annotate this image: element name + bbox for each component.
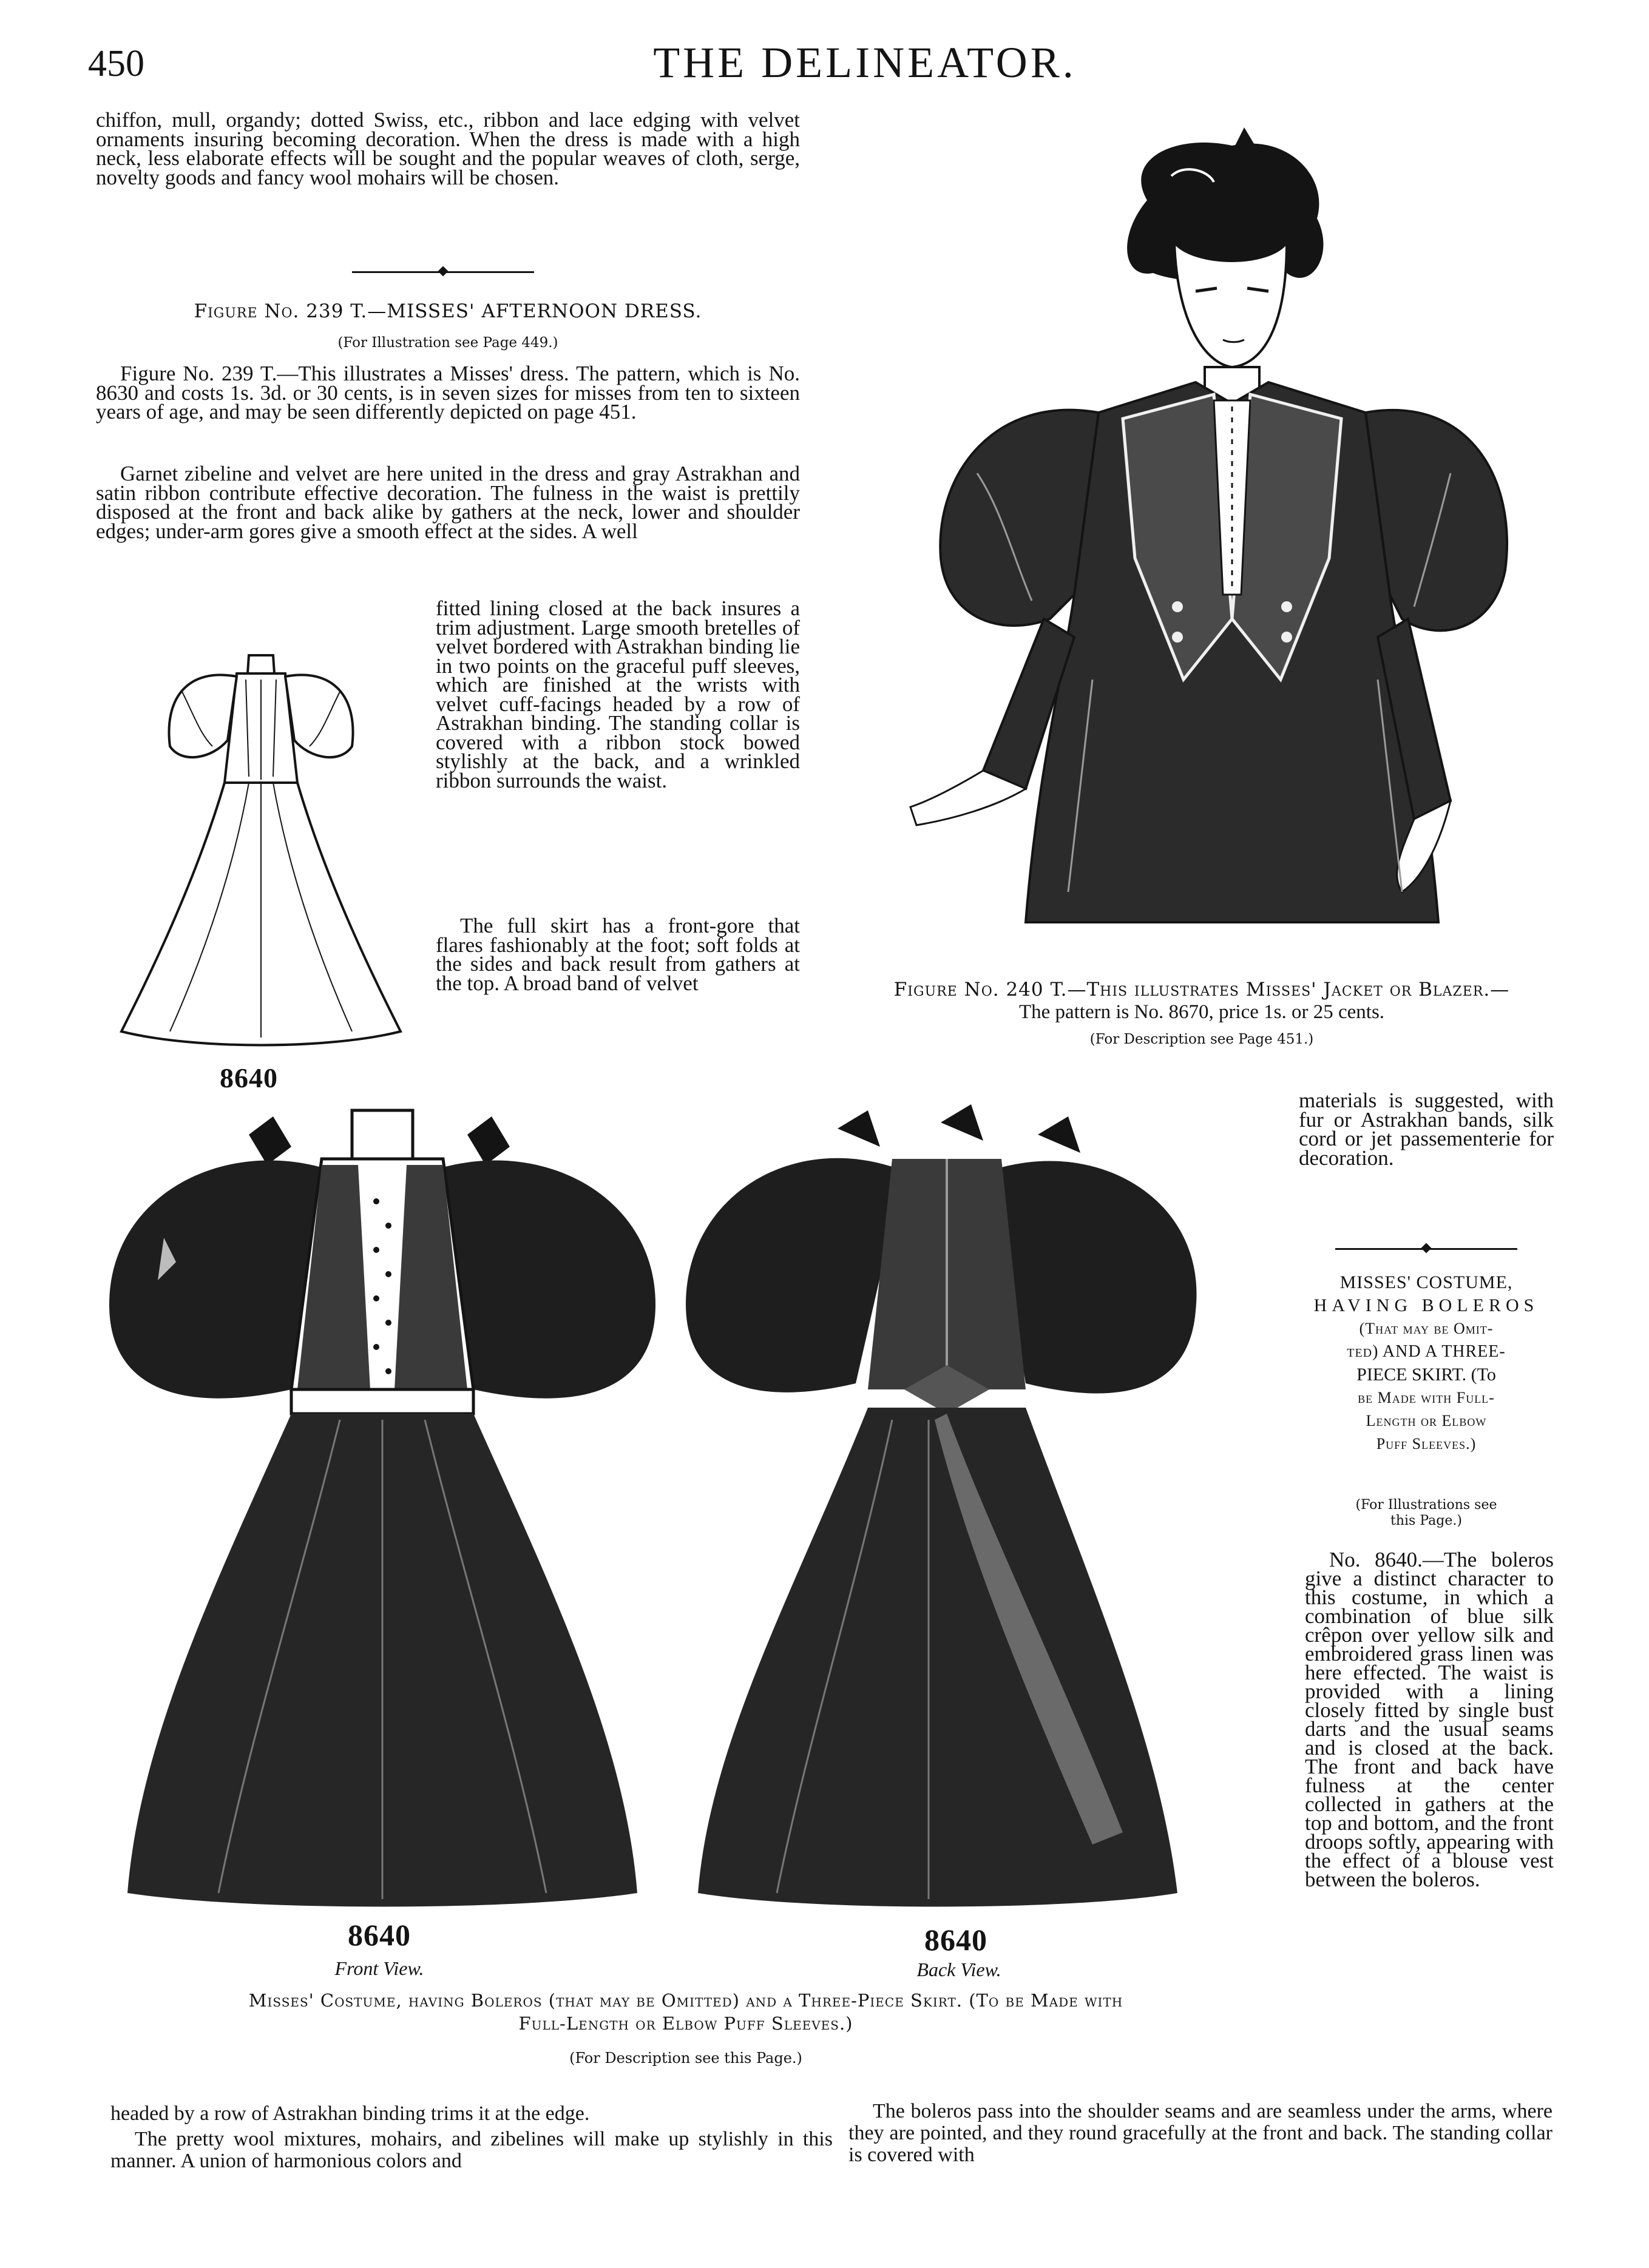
front-view-number: 8640 <box>348 1918 411 1952</box>
back-view-number: 8640 <box>924 1923 987 1957</box>
figure-240-caption-line-1: Figure No. 240 T.—This illustrates Misses' Jacket or Blazer.— <box>893 979 1510 1001</box>
page-number: 450 <box>88 43 144 84</box>
bottom-left-line-1: headed by a row of Astrakhan binding trims it at the edge. <box>110 2102 590 2125</box>
costume-heading-line: PIECE SKIRT. (To <box>1356 1365 1496 1385</box>
costume-heading <box>1299 1271 1554 1456</box>
costume-description: No. 8640.—The boleros give a distinct character to this costume, in which a combination of blue silk crêpon over yellow silk and embroidered grass linen was here effected. The waist is provided with a lining closely fitted by single bust darts and the usual seams and is closed at the back. The front and back have fulness at the center collected in gathers at the top and bottom, and the front droops softly, appearing with the effect of a blouse vest between the boleros. <box>1305 1548 1554 1891</box>
figure-239-paragraph-2-cont: fitted lining closed at the back insures a trim adjustment. Large smooth bretelles of velvet bordered with Astrakhan binding lie in two points on the graceful puff sleeves, which are finished at the wrists with velvet cuff-facings headed by a row of Astrakhan binding. The standing collar is covered with a ribbon stock bowed stylishly at the back, and a wrinkled ribbon surrounds the waist. <box>436 596 800 792</box>
costume-heading-reference <box>1299 1497 1554 1529</box>
figure-239-reference: (For Illustration see Page 449.) <box>337 335 558 351</box>
journal-title: THE DELINEATOR. <box>653 38 1077 87</box>
figure-239-heading: Figure No. 239 T.—MISSES' AFTERNOON DRESS. <box>194 300 702 322</box>
small-dress-illustration <box>97 643 425 1044</box>
back-view-label: Back View. <box>916 1959 1001 1980</box>
costume-caption-reference: (For Description see this Page.) <box>569 2050 802 2067</box>
costume-back-view-illustration <box>674 1104 1196 1905</box>
costume-caption-line-1: Misses' Costume, having Boleros (that may be Omitted) and a Three-Piece Skirt. (To be Made with <box>248 1990 1123 2011</box>
figure-240-reference: (For Description see Page 451.) <box>1089 1031 1314 1047</box>
figure-239-paragraph-3: The full skirt has a front-gore that flares fashionably at the foot; soft folds at the sides and back result from gathers at the top. A broad band of velvet <box>436 914 800 995</box>
right-column-continuation: materials is suggested, with fur or Astrakhan bands, silk cord or jet passementerie for decoration. <box>1299 1088 1554 1170</box>
intro-paragraph: chiffon, mull, organdy; dotted Swiss, etc., ribbon and lace edging with velvet ornaments insuring becoming decoration. When the dress is made with a high neck, less elaborate effects will be sought and the popular weaves of cloth, serge, novelty goods and fancy wool mohairs will be chosen. <box>96 108 800 189</box>
section-divider-right <box>1335 1248 1517 1250</box>
figure-240-caption-line-2: The pattern is No. 8670, price 1s. or 25 cents. <box>1018 1001 1385 1023</box>
costume-heading-line: (That may be Omit- <box>1359 1320 1494 1337</box>
small-figure-number: 8640 <box>220 1062 278 1093</box>
costume-heading-line: HAVING BOLEROS <box>1313 1295 1539 1315</box>
costume-reference-line: this Page.) <box>1390 1513 1462 1528</box>
section-divider <box>352 271 534 273</box>
figure-239-paragraph-2: Garnet zibeline and velvet are here united in the dress and gray Astrakhan and satin ribbon contribute effective decoration. The fulness in the waist is prettily disposed at the front and back alike by gathers at the neck, lower and shoulder edges; under-arm gores give a smooth effect at the sides. A well <box>96 462 800 543</box>
front-view-label: Front View. <box>334 1957 424 1979</box>
costume-reference-line: (For Illustrations see <box>1355 1497 1497 1513</box>
costume-heading-line: Puff Sleeves.) <box>1376 1435 1477 1453</box>
figure-239-paragraph-1: Figure No. 239 T.—This illustrates a Misses' dress. The pattern, which is No. 8630 and costs 1s. 3d. or 30 cents, is in seven sizes for misses from ten to sixteen years of age, and may be seen differently depicted on page 451. <box>96 362 800 424</box>
bottom-right-paragraph: The boleros pass into the shoulder seams and are seamless under the arms, where they are pointed, and they round gracefully at the front and back. The standing collar is covered with <box>848 2100 1552 2166</box>
costume-heading-line: be Made with Full- <box>1358 1389 1495 1406</box>
bottom-left-paragraph: The pretty wool mixtures, mohairs, and zibelines will make up stylishly in this manner. A union of harmonious colors and <box>110 2128 833 2172</box>
costume-front-view-illustration <box>91 1104 674 1905</box>
costume-heading-line: MISSES' COSTUME, <box>1339 1272 1513 1292</box>
jacket-illustration <box>892 133 1511 940</box>
costume-heading-line: Length or Elbow <box>1366 1412 1487 1429</box>
costume-heading-line: ted) AND A THREE- <box>1347 1342 1506 1361</box>
costume-caption-line-2: Full-Length or Elbow Puff Sleeves.) <box>518 2013 853 2034</box>
